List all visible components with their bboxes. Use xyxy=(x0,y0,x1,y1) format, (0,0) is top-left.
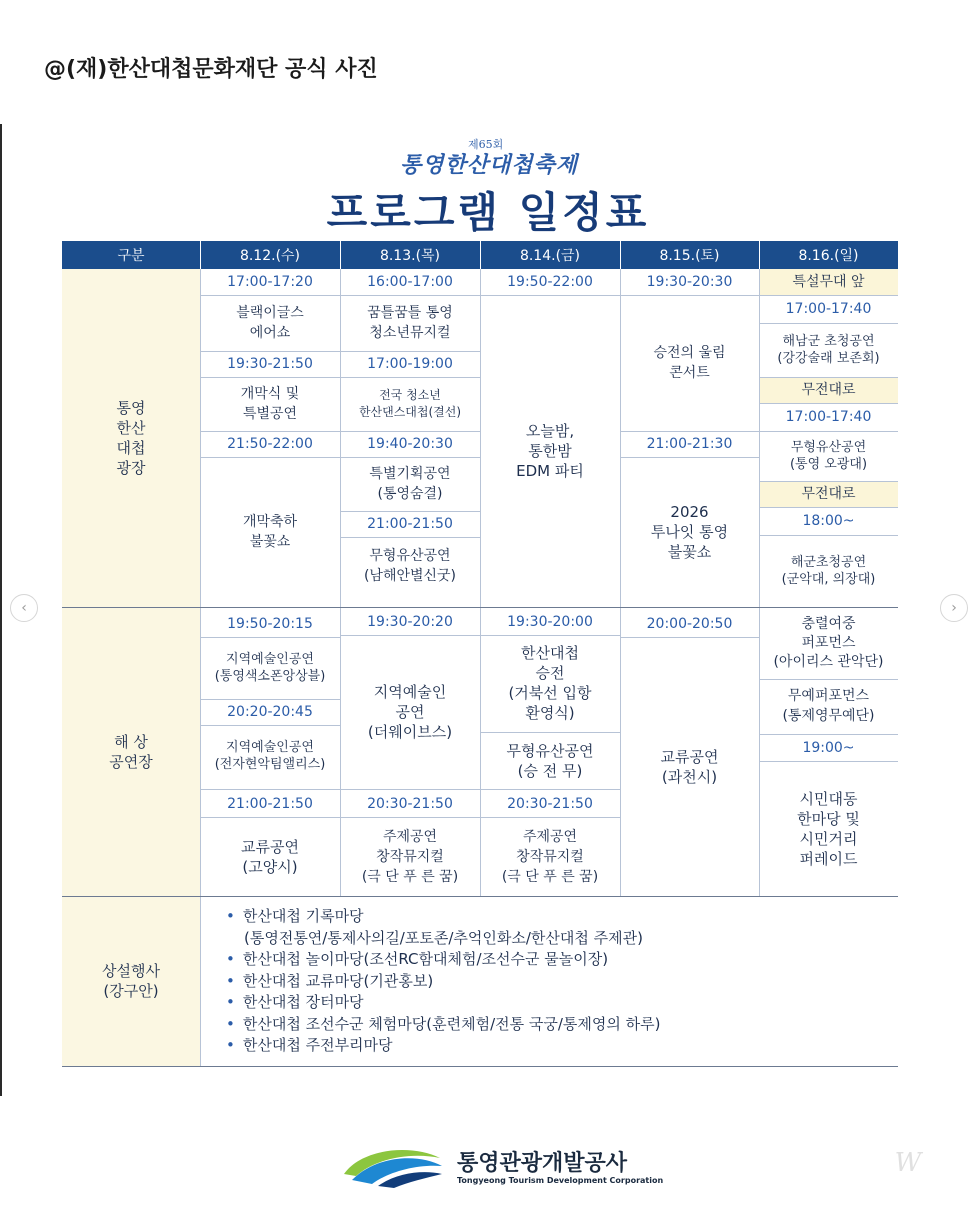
grid-line xyxy=(340,537,480,538)
festival-name: 통영한산대첩축제 xyxy=(400,152,579,178)
section-plaza: 통영 한산 대첩 광장 xyxy=(62,269,200,607)
time-slot: 19:00~ xyxy=(802,740,855,756)
grid-line xyxy=(759,269,760,896)
grid-line xyxy=(620,637,759,638)
event-name: 2026 투나잇 통영 불꽃쇼 xyxy=(650,503,729,561)
event-name: 전국 청소년 한산댄스대첩(결선) xyxy=(358,388,462,419)
tourism-corp-logo-icon xyxy=(342,1144,446,1188)
event-name: 꿈틀꿈틀 통영 청소년뮤지컬 xyxy=(367,305,453,341)
time-slot: 17:00-17:40 xyxy=(785,409,872,425)
header-day-3: 8.14.(금) xyxy=(480,241,620,269)
venue-label: 특설무대 앞 xyxy=(759,269,898,295)
time-slot: 20:30-21:50 xyxy=(507,796,593,812)
carousel-prev-button[interactable] xyxy=(10,594,38,622)
grid-line xyxy=(340,635,480,636)
header-day-5: 8.16.(일) xyxy=(759,241,898,269)
grid-line xyxy=(200,699,340,700)
time-slot: 16:00-17:00 xyxy=(367,274,453,290)
list-item-label: 한산대첩 장터마당 xyxy=(242,993,364,1011)
list-item-label: 한산대첩 교류마당(기관홍보) xyxy=(242,971,434,990)
event-name: 교류공연 (과천시) xyxy=(660,747,719,786)
event-name: 오늘밤, 통한밤 EDM 파티 xyxy=(516,422,584,480)
bullet-icon: • xyxy=(226,1036,235,1054)
grid-line xyxy=(480,269,481,896)
photo-credit: @(재)한산대첩문화재단 공식 사진 xyxy=(44,57,378,82)
event-name: 주제공연 창작뮤지컬 (극 단 푸 른 꿈) xyxy=(361,828,459,885)
event-name: 무형유산공연 (남해안별신굿) xyxy=(363,548,457,584)
time-slot: 20:30-21:50 xyxy=(367,796,453,812)
grid-line xyxy=(620,431,759,432)
list-item-label: 한산대첩 주전부리마당 xyxy=(242,1036,393,1054)
grid-line xyxy=(759,734,898,735)
grid-line xyxy=(340,457,480,458)
bullet-icon: • xyxy=(226,971,235,990)
event-name: 충렬여중 퍼포먼스 (아이리스 관악단) xyxy=(773,615,884,670)
time-slot: 21:00-21:50 xyxy=(367,516,453,532)
grid-line xyxy=(759,679,898,680)
org-name-english: Tongyeong Tourism Development Corporation xyxy=(457,1176,664,1185)
grid-line xyxy=(620,269,621,896)
grid-line xyxy=(200,351,340,352)
header-divider xyxy=(759,241,760,269)
event-name: 한산대첩 승전 (거북선 입항 환영식) xyxy=(508,644,592,722)
chevron-left-icon: ‹ xyxy=(21,600,27,616)
list-item xyxy=(226,949,898,971)
header-day-1: 8.12.(수) xyxy=(200,241,340,269)
time-slot: 17:00-17:20 xyxy=(227,274,313,290)
grid-line xyxy=(759,403,898,404)
header-divider xyxy=(340,241,341,269)
grid-line xyxy=(759,377,898,378)
watermark: W xyxy=(894,1148,922,1178)
header-divider xyxy=(480,241,481,269)
grid-line xyxy=(200,637,340,638)
org-name: 통영관광개발공사 xyxy=(457,1151,628,1176)
event-name: 블랙이글스 에어쇼 xyxy=(236,305,304,341)
permanent-events-list xyxy=(200,896,898,1066)
time-slot: 18:00~ xyxy=(802,513,855,529)
bullet-icon: • xyxy=(226,1014,235,1033)
header-day-4: 8.15.(토) xyxy=(620,241,759,269)
section-sea-stage: 해 상 공연장 xyxy=(62,607,200,896)
list-item-label: 한산대첩 조선수군 체험마당(훈련체험/전통 국궁/통제영의 하루) xyxy=(242,1014,661,1033)
list-item-label: 한산대첩 놀이마당(조선RC함대체험/조선수군 물놀이장) xyxy=(242,950,609,968)
grid-line xyxy=(200,457,340,458)
time-slot: 21:00-21:50 xyxy=(227,796,313,812)
time-slot: 20:20-20:45 xyxy=(227,704,313,720)
grid-line xyxy=(480,817,620,818)
grid-line xyxy=(759,761,898,762)
list-item-label: 한산대첩 기록마당 xyxy=(242,907,364,925)
event-name: 교류공연 (고양시) xyxy=(241,837,299,876)
time-slot: 19:30-20:20 xyxy=(367,614,453,630)
event-name: 개막식 및 특별공연 xyxy=(240,386,300,422)
grid-line xyxy=(340,351,480,352)
list-item-detail: (통영전통연/통제사의길/포토존/추억인화소/한산대첩 주제관) xyxy=(244,928,643,947)
grid-line xyxy=(620,457,759,458)
grid-line xyxy=(480,732,620,733)
header-divider xyxy=(620,241,621,269)
schedule-table xyxy=(62,241,898,1067)
time-slot: 19:30-20:00 xyxy=(507,614,593,630)
list-item xyxy=(226,992,898,1014)
time-slot: 19:30-20:30 xyxy=(646,274,733,290)
grid-line xyxy=(340,789,480,790)
time-slot: 19:50-20:15 xyxy=(227,616,313,632)
section-divider xyxy=(62,896,898,897)
list-item xyxy=(226,906,898,928)
time-slot: 19:40-20:30 xyxy=(367,436,453,452)
festival-edition: 제65회 xyxy=(468,138,504,151)
event-name: 무형유산공연 (통영 오광대) xyxy=(789,440,868,472)
bullet-icon: • xyxy=(226,950,235,968)
list-item xyxy=(226,971,898,993)
venue-label: 무전대로 xyxy=(759,377,898,403)
list-item xyxy=(226,1014,898,1036)
time-slot: 19:50-22:00 xyxy=(507,274,593,290)
grid-line xyxy=(759,431,898,432)
time-slot: 21:50-22:00 xyxy=(227,436,313,452)
carousel-next-button[interactable] xyxy=(940,594,968,622)
time-slot: 17:00-19:00 xyxy=(367,356,453,372)
grid-line xyxy=(200,377,340,378)
chevron-right-icon: › xyxy=(951,600,957,616)
bullet-icon: • xyxy=(226,907,235,925)
grid-line xyxy=(200,295,340,296)
bullet-icon: • xyxy=(226,993,235,1011)
event-name: 해군초청공연 (군악대, 의장대) xyxy=(781,555,876,587)
header-category: 구분 xyxy=(62,241,200,269)
grid-line xyxy=(340,511,480,512)
event-name: 주제공연 창작뮤지컬 (극 단 푸 른 꿈) xyxy=(501,828,599,885)
grid-line xyxy=(759,295,898,296)
time-slot: 17:00-17:40 xyxy=(785,301,872,317)
grid-line xyxy=(200,725,340,726)
grid-line xyxy=(759,323,898,324)
event-name: 특별기획공연 (통영숨결) xyxy=(369,466,451,502)
grid-line xyxy=(340,431,480,432)
time-slot: 20:00-20:50 xyxy=(646,616,733,632)
venue-label: 무전대로 xyxy=(759,481,898,507)
event-name: 지역예술인 공연 (더웨이브스) xyxy=(367,683,453,741)
event-name: 무예퍼포먼스 (통제영무예단) xyxy=(782,688,875,724)
grid-line xyxy=(759,507,898,508)
event-name: 해남군 초청공연 (강강술래 보존회) xyxy=(777,334,880,366)
grid-line xyxy=(340,269,341,896)
grid-line xyxy=(480,635,620,636)
grid-line xyxy=(200,431,340,432)
event-name: 지역예술인공연 (전자현악팀앨리스) xyxy=(214,740,326,772)
grid-line xyxy=(480,295,620,296)
left-border xyxy=(0,124,2,1096)
event-name: 승전의 울림 콘서트 xyxy=(653,345,726,381)
event-name: 시민대동 한마당 및 시민거리 퍼레이드 xyxy=(797,789,860,868)
grid-line xyxy=(200,817,340,818)
section-divider xyxy=(62,607,898,608)
time-slot: 21:00-21:30 xyxy=(646,436,733,452)
time-slot: 19:30-21:50 xyxy=(227,356,313,372)
grid-line xyxy=(200,789,340,790)
grid-line xyxy=(340,295,480,296)
grid-line xyxy=(340,817,480,818)
table-bottom-border xyxy=(62,1066,898,1067)
grid-line xyxy=(620,295,759,296)
grid-line xyxy=(480,789,620,790)
event-name: 지역예술인공연 (통영색소폰앙상블) xyxy=(214,652,326,684)
list-item xyxy=(226,1035,898,1057)
grid-line xyxy=(340,377,480,378)
grid-line xyxy=(759,535,898,536)
header-day-2: 8.13.(목) xyxy=(340,241,480,269)
event-name: 개막축하 불꽃쇼 xyxy=(242,514,298,550)
event-name: 무형유산공연 (승 전 무) xyxy=(506,742,594,780)
grid-line xyxy=(759,481,898,482)
section-permanent-events: 상설행사 (강구안) xyxy=(62,896,200,1066)
grid-line xyxy=(200,269,201,1066)
header-divider xyxy=(200,241,201,269)
poster-title: 프로그램 일정표 xyxy=(326,188,650,237)
